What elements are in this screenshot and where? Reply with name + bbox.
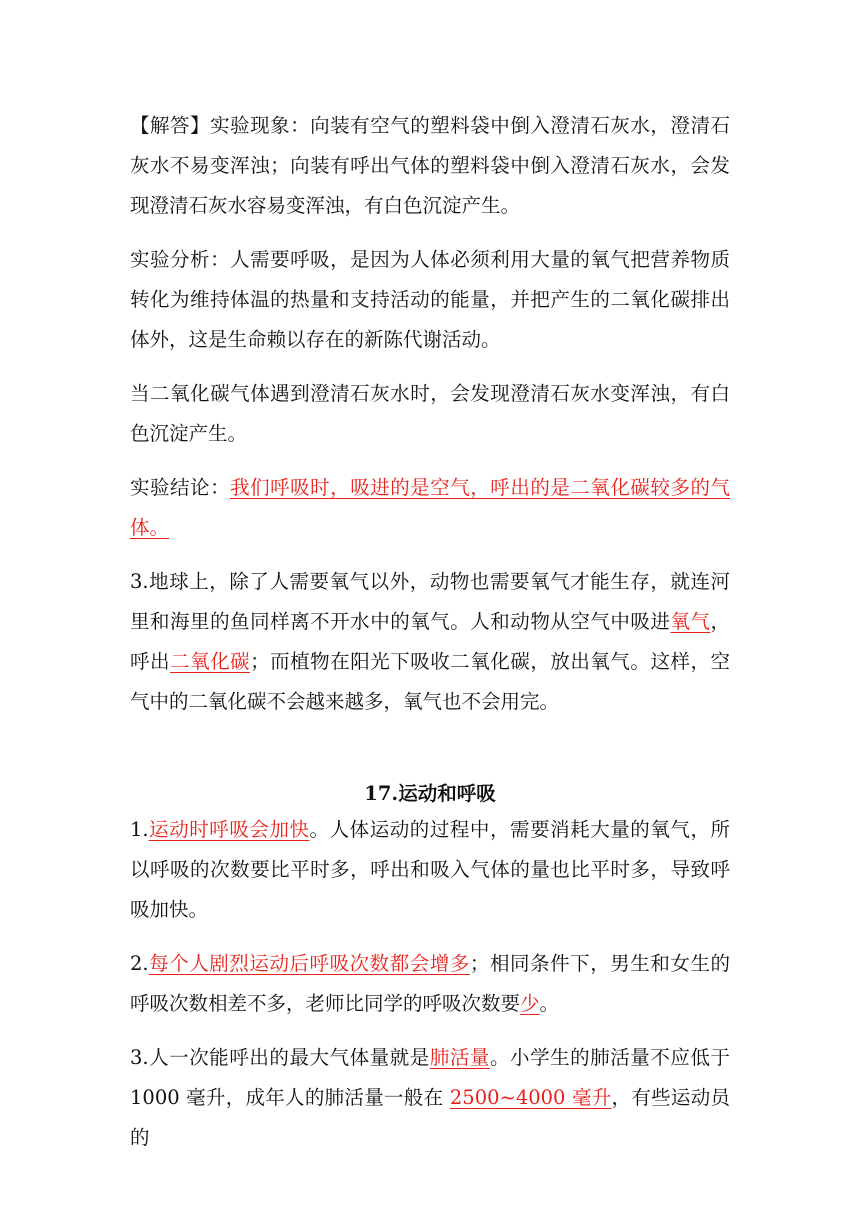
answer-breathing-faster: 运动时呼吸会加快 [148,818,310,841]
answer-breathing-increase: 每个人剧烈运动后呼吸次数都会增多 [148,952,470,975]
lung-capacity-text-3: ，有些运动员的 [130,1086,730,1149]
gas-exchange-text-1: 3.地球上，除了人需要氧气以外，动物也需要氧气才能生存，就连河里和海里的鱼同样离不开水中的氧气。人和动物从空气中吸进 [130,570,730,633]
analysis-paragraph [130,240,730,360]
answer-less: 少 [520,992,540,1015]
exercise-breathing-text: 。人体运动的过程中，需要消耗大量的氧气，所以呼吸的次数要比平时多，呼出和吸入气体的量也比平时多，导致呼吸加快。 [130,818,730,921]
conclusion-answer: 我们呼吸时，吸进的是空气，呼出的是二氧化碳较多的气体。 [130,476,730,539]
lung-capacity-text-1: 3.人一次能呼出的最大气体量就是 [130,1046,430,1069]
lung-capacity-paragraph [130,1038,730,1158]
breathing-count-end: 。 [539,992,560,1015]
conclusion-label: 实验结论： [130,476,231,499]
analysis-text: 实验分析：人需要呼吸，是因为人体必须利用大量的氧气把营养物质转化为维持体温的热量和支持活动的能量，并把产生的二氧化碳排出体外，这是生命赖以存在的新陈代谢活动。 [130,248,730,351]
item-number: 2. [130,952,149,975]
answer-carbon-dioxide: 二氧化碳 [170,650,251,673]
gas-exchange-text-3: ；而植物在阳光下吸收二氧化碳，放出氧气。这样，空气中的二氧化碳不会越来越多，氧气也不会用完。 [130,650,730,713]
gas-exchange-text-2: ，呼出 [130,610,730,673]
gas-exchange-paragraph [130,562,730,722]
observation-text: 【解答】实验现象：向装有空气的塑料袋中倒入澄清石灰水，澄清石灰水不易变浑浊；向装有呼出气体的塑料袋中倒入澄清石灰水，会发现澄清石灰水容易变浑浊，有白色沉淀产生。 [130,114,730,217]
answer-lung-capacity: 肺活量 [429,1046,490,1069]
item-number: 1. [130,818,149,841]
breathing-count-paragraph [130,944,730,1024]
breathing-count-text: ；相同条件下，男生和女生的呼吸次数相差不多，老师比同学的呼吸次数要 [130,952,730,1015]
conclusion-paragraph [130,468,730,548]
answer-oxygen: 氧气 [670,610,711,633]
answer-adult-range: 2500~4000 毫升 [449,1086,612,1109]
co2-limewater-text: 当二氧化碳气体遇到澄清石灰水时，会发现澄清石灰水变浑浊，有白色沉淀产生。 [130,382,730,445]
exercise-breathing-paragraph [130,810,730,930]
lung-capacity-text-2: 。小学生的肺活量不应低于1000 毫升，成年人的肺活量一般在 [130,1046,730,1109]
answer-observation-paragraph [130,106,730,226]
section-heading: 17.运动和呼吸 [364,782,496,805]
co2-limewater-paragraph [130,374,730,454]
